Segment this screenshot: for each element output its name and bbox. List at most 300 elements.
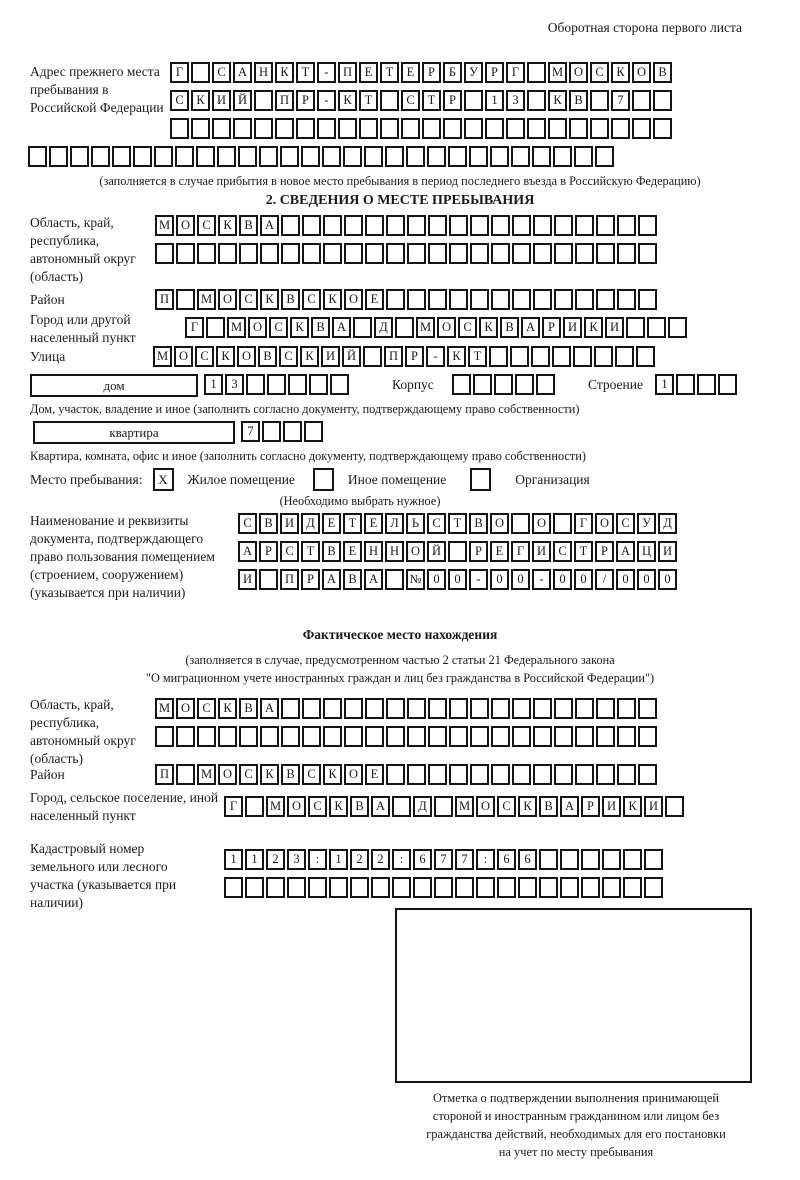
char-cell[interactable] <box>434 877 453 898</box>
char-cell[interactable]: Р <box>469 541 488 562</box>
char-cell[interactable] <box>224 877 243 898</box>
char-cell[interactable] <box>718 374 737 395</box>
char-cell[interactable] <box>350 877 369 898</box>
char-cell[interactable]: К <box>323 764 342 785</box>
char-cell[interactable] <box>554 764 573 785</box>
char-cell[interactable] <box>344 243 363 264</box>
char-cell[interactable]: В <box>569 90 588 111</box>
char-cell[interactable]: Т <box>422 90 441 111</box>
char-cell[interactable] <box>527 118 546 139</box>
char-cell[interactable]: К <box>218 698 237 719</box>
char-cell[interactable] <box>497 877 516 898</box>
char-cell[interactable]: И <box>563 317 582 338</box>
char-cell[interactable] <box>317 118 336 139</box>
char-cell[interactable]: К <box>260 289 279 310</box>
char-cell[interactable] <box>668 317 687 338</box>
char-cell[interactable] <box>510 346 529 367</box>
char-cell[interactable] <box>512 698 531 719</box>
char-cell[interactable] <box>575 726 594 747</box>
char-cell[interactable] <box>422 118 441 139</box>
char-cell[interactable]: С <box>302 764 321 785</box>
char-cell[interactable] <box>596 243 615 264</box>
char-cell[interactable]: 3 <box>225 374 244 395</box>
char-cell[interactable] <box>386 243 405 264</box>
char-cell[interactable] <box>554 289 573 310</box>
char-cell[interactable] <box>512 215 531 236</box>
char-cell[interactable]: 1 <box>204 374 223 395</box>
char-cell[interactable] <box>506 118 525 139</box>
char-cell[interactable] <box>206 317 225 338</box>
char-cell[interactable]: К <box>329 796 348 817</box>
char-cell[interactable]: О <box>287 796 306 817</box>
char-cell[interactable]: С <box>427 513 446 534</box>
char-cell[interactable]: 0 <box>490 569 509 590</box>
char-cell[interactable] <box>281 726 300 747</box>
char-cell[interactable]: А <box>560 796 579 817</box>
char-cell[interactable] <box>617 215 636 236</box>
char-cell[interactable] <box>329 877 348 898</box>
char-cell[interactable]: 1 <box>329 849 348 870</box>
char-cell[interactable] <box>491 764 510 785</box>
char-cell[interactable]: С <box>280 541 299 562</box>
char-cell[interactable]: Р <box>405 346 424 367</box>
char-cell[interactable]: 0 <box>616 569 635 590</box>
char-cell[interactable] <box>590 118 609 139</box>
char-cell[interactable] <box>518 877 537 898</box>
char-cell[interactable] <box>308 877 327 898</box>
char-cell[interactable]: В <box>343 569 362 590</box>
char-cell[interactable] <box>275 118 294 139</box>
char-cell[interactable]: 0 <box>658 569 677 590</box>
char-cell[interactable] <box>365 243 384 264</box>
char-cell[interactable] <box>485 118 504 139</box>
char-cell[interactable] <box>267 374 286 395</box>
char-cell[interactable]: С <box>302 289 321 310</box>
char-cell[interactable]: С <box>212 62 231 83</box>
char-cell[interactable] <box>304 421 323 442</box>
char-cell[interactable] <box>155 726 174 747</box>
char-cell[interactable] <box>533 764 552 785</box>
char-cell[interactable] <box>491 698 510 719</box>
char-cell[interactable]: 2 <box>371 849 390 870</box>
char-cell[interactable] <box>260 243 279 264</box>
char-cell[interactable] <box>287 877 306 898</box>
char-cell[interactable] <box>197 243 216 264</box>
char-cell[interactable]: К <box>611 62 630 83</box>
char-cell[interactable] <box>531 346 550 367</box>
char-cell[interactable]: Т <box>301 541 320 562</box>
char-cell[interactable]: Г <box>170 62 189 83</box>
char-cell[interactable] <box>626 317 645 338</box>
char-cell[interactable] <box>553 146 572 167</box>
char-cell[interactable] <box>371 877 390 898</box>
char-cell[interactable]: 6 <box>497 849 516 870</box>
char-cell[interactable]: В <box>350 796 369 817</box>
char-cell[interactable] <box>407 726 426 747</box>
char-cell[interactable]: 1 <box>655 374 674 395</box>
char-cell[interactable] <box>464 90 483 111</box>
char-cell[interactable]: Т <box>468 346 487 367</box>
char-cell[interactable]: Г <box>224 796 243 817</box>
char-cell[interactable]: Д <box>374 317 393 338</box>
char-cell[interactable] <box>653 118 672 139</box>
char-cell[interactable]: С <box>616 513 635 534</box>
char-cell[interactable]: А <box>260 215 279 236</box>
char-cell[interactable] <box>638 215 657 236</box>
char-cell[interactable]: О <box>437 317 456 338</box>
char-cell[interactable]: О <box>237 346 256 367</box>
char-cell[interactable] <box>596 289 615 310</box>
char-cell[interactable] <box>254 90 273 111</box>
char-cell[interactable]: П <box>384 346 403 367</box>
char-cell[interactable] <box>527 62 546 83</box>
char-cell[interactable] <box>427 146 446 167</box>
char-cell[interactable] <box>448 541 467 562</box>
char-cell[interactable] <box>259 569 278 590</box>
char-cell[interactable] <box>536 374 555 395</box>
char-cell[interactable]: Й <box>342 346 361 367</box>
char-cell[interactable]: М <box>416 317 435 338</box>
char-cell[interactable]: В <box>311 317 330 338</box>
char-cell[interactable]: Р <box>581 796 600 817</box>
char-cell[interactable] <box>359 118 378 139</box>
char-cell[interactable] <box>491 243 510 264</box>
char-cell[interactable]: К <box>275 62 294 83</box>
char-cell[interactable]: Р <box>443 90 462 111</box>
char-cell[interactable]: И <box>321 346 340 367</box>
char-cell[interactable] <box>569 118 588 139</box>
char-cell[interactable]: П <box>155 289 174 310</box>
char-cell[interactable]: С <box>197 215 216 236</box>
char-cell[interactable] <box>443 118 462 139</box>
char-cell[interactable]: С <box>497 796 516 817</box>
char-cell[interactable] <box>533 289 552 310</box>
char-cell[interactable] <box>552 346 571 367</box>
char-cell[interactable]: Е <box>359 62 378 83</box>
char-cell[interactable] <box>575 243 594 264</box>
char-cell[interactable]: С <box>590 62 609 83</box>
char-cell[interactable]: Т <box>296 62 315 83</box>
char-cell[interactable] <box>644 849 663 870</box>
char-cell[interactable]: В <box>469 513 488 534</box>
char-cell[interactable]: В <box>500 317 519 338</box>
char-cell[interactable] <box>512 726 531 747</box>
char-cell[interactable] <box>596 698 615 719</box>
char-cell[interactable]: Е <box>490 541 509 562</box>
char-cell[interactable] <box>217 146 236 167</box>
char-cell[interactable]: 3 <box>506 90 525 111</box>
char-cell[interactable] <box>280 146 299 167</box>
char-cell[interactable] <box>554 243 573 264</box>
char-cell[interactable] <box>511 146 530 167</box>
char-cell[interactable]: 7 <box>434 849 453 870</box>
char-cell[interactable] <box>309 374 328 395</box>
char-cell[interactable] <box>623 849 642 870</box>
char-cell[interactable] <box>407 215 426 236</box>
char-cell[interactable] <box>353 317 372 338</box>
char-cell[interactable] <box>386 698 405 719</box>
char-cell[interactable]: Д <box>413 796 432 817</box>
char-cell[interactable] <box>554 726 573 747</box>
char-cell[interactable]: К <box>584 317 603 338</box>
char-cell[interactable]: О <box>344 764 363 785</box>
char-cell[interactable] <box>428 698 447 719</box>
char-cell[interactable]: М <box>155 215 174 236</box>
char-cell[interactable]: П <box>280 569 299 590</box>
char-cell[interactable] <box>218 243 237 264</box>
char-cell[interactable]: 0 <box>511 569 530 590</box>
char-cell[interactable]: Й <box>233 90 252 111</box>
char-cell[interactable] <box>532 146 551 167</box>
char-cell[interactable] <box>623 877 642 898</box>
char-cell[interactable] <box>574 146 593 167</box>
char-cell[interactable]: С <box>279 346 298 367</box>
char-cell[interactable] <box>175 146 194 167</box>
char-cell[interactable]: В <box>258 346 277 367</box>
char-cell[interactable] <box>539 877 558 898</box>
char-cell[interactable]: С <box>239 764 258 785</box>
char-cell[interactable] <box>155 243 174 264</box>
char-cell[interactable] <box>470 726 489 747</box>
char-cell[interactable]: 2 <box>266 849 285 870</box>
char-cell[interactable] <box>615 346 634 367</box>
char-cell[interactable] <box>595 146 614 167</box>
char-cell[interactable] <box>638 243 657 264</box>
char-cell[interactable]: 0 <box>574 569 593 590</box>
char-cell[interactable] <box>494 374 513 395</box>
char-cell[interactable] <box>515 374 534 395</box>
char-cell[interactable] <box>575 698 594 719</box>
char-cell[interactable] <box>302 726 321 747</box>
char-cell[interactable] <box>301 146 320 167</box>
char-cell[interactable] <box>386 726 405 747</box>
char-cell[interactable]: - <box>317 90 336 111</box>
char-cell[interactable] <box>533 726 552 747</box>
char-cell[interactable] <box>428 726 447 747</box>
char-cell[interactable] <box>511 513 530 534</box>
char-cell[interactable] <box>602 877 621 898</box>
char-cell[interactable]: С <box>308 796 327 817</box>
char-cell[interactable] <box>491 726 510 747</box>
char-cell[interactable] <box>395 317 414 338</box>
char-cell[interactable]: В <box>281 764 300 785</box>
checkbox-zhiloe[interactable]: X <box>153 468 174 491</box>
char-cell[interactable]: Т <box>380 62 399 83</box>
char-cell[interactable]: : <box>476 849 495 870</box>
char-cell[interactable]: О <box>218 764 237 785</box>
char-cell[interactable]: С <box>238 513 257 534</box>
char-cell[interactable]: У <box>464 62 483 83</box>
char-cell[interactable]: К <box>479 317 498 338</box>
char-cell[interactable]: - <box>469 569 488 590</box>
char-cell[interactable] <box>386 215 405 236</box>
char-cell[interactable]: К <box>191 90 210 111</box>
char-cell[interactable] <box>386 764 405 785</box>
char-cell[interactable]: И <box>644 796 663 817</box>
char-cell[interactable]: С <box>269 317 288 338</box>
char-cell[interactable] <box>449 698 468 719</box>
char-cell[interactable] <box>407 243 426 264</box>
char-cell[interactable]: К <box>518 796 537 817</box>
char-cell[interactable] <box>491 215 510 236</box>
char-cell[interactable]: : <box>308 849 327 870</box>
char-cell[interactable]: О <box>476 796 495 817</box>
char-cell[interactable]: № <box>406 569 425 590</box>
char-cell[interactable]: В <box>322 541 341 562</box>
char-cell[interactable]: О <box>569 62 588 83</box>
char-cell[interactable]: / <box>595 569 614 590</box>
char-cell[interactable] <box>490 146 509 167</box>
char-cell[interactable]: 0 <box>448 569 467 590</box>
char-cell[interactable]: П <box>338 62 357 83</box>
char-cell[interactable] <box>380 90 399 111</box>
char-cell[interactable]: Ь <box>406 513 425 534</box>
char-cell[interactable] <box>512 289 531 310</box>
char-cell[interactable] <box>647 317 666 338</box>
char-cell[interactable]: О <box>218 289 237 310</box>
char-cell[interactable]: Р <box>296 90 315 111</box>
char-cell[interactable] <box>176 243 195 264</box>
checkbox-inoe[interactable] <box>313 468 334 491</box>
char-cell[interactable] <box>573 346 592 367</box>
char-cell[interactable]: Й <box>427 541 446 562</box>
char-cell[interactable] <box>428 215 447 236</box>
char-cell[interactable] <box>581 849 600 870</box>
char-cell[interactable]: И <box>658 541 677 562</box>
char-cell[interactable] <box>385 146 404 167</box>
char-cell[interactable] <box>617 243 636 264</box>
char-cell[interactable] <box>302 215 321 236</box>
char-cell[interactable] <box>617 764 636 785</box>
char-cell[interactable] <box>533 698 552 719</box>
char-cell[interactable] <box>581 877 600 898</box>
char-cell[interactable] <box>323 243 342 264</box>
char-cell[interactable] <box>512 764 531 785</box>
char-cell[interactable]: М <box>197 764 216 785</box>
char-cell[interactable] <box>330 374 349 395</box>
char-cell[interactable]: Н <box>385 541 404 562</box>
char-cell[interactable]: Б <box>443 62 462 83</box>
char-cell[interactable]: Д <box>658 513 677 534</box>
char-cell[interactable]: К <box>338 90 357 111</box>
char-cell[interactable]: Г <box>506 62 525 83</box>
char-cell[interactable] <box>176 764 195 785</box>
char-cell[interactable]: 0 <box>637 569 656 590</box>
char-cell[interactable] <box>554 215 573 236</box>
char-cell[interactable]: М <box>548 62 567 83</box>
char-cell[interactable]: О <box>595 513 614 534</box>
char-cell[interactable] <box>302 698 321 719</box>
char-cell[interactable] <box>489 346 508 367</box>
char-cell[interactable]: 1 <box>245 849 264 870</box>
char-cell[interactable]: Т <box>359 90 378 111</box>
char-cell[interactable]: В <box>239 215 258 236</box>
char-cell[interactable] <box>653 90 672 111</box>
char-cell[interactable] <box>170 118 189 139</box>
char-cell[interactable] <box>133 146 152 167</box>
char-cell[interactable]: К <box>216 346 235 367</box>
char-cell[interactable] <box>112 146 131 167</box>
char-cell[interactable]: Р <box>422 62 441 83</box>
char-cell[interactable] <box>246 374 265 395</box>
char-cell[interactable]: М <box>455 796 474 817</box>
char-cell[interactable]: О <box>176 698 195 719</box>
char-cell[interactable]: Р <box>485 62 504 83</box>
char-cell[interactable] <box>575 764 594 785</box>
char-cell[interactable] <box>527 90 546 111</box>
char-cell[interactable]: И <box>212 90 231 111</box>
char-cell[interactable]: 7 <box>455 849 474 870</box>
char-cell[interactable] <box>365 215 384 236</box>
char-cell[interactable] <box>548 118 567 139</box>
char-cell[interactable]: О <box>532 513 551 534</box>
char-cell[interactable] <box>392 796 411 817</box>
char-cell[interactable] <box>196 146 215 167</box>
char-cell[interactable] <box>428 243 447 264</box>
char-cell[interactable]: 1 <box>485 90 504 111</box>
char-cell[interactable] <box>365 698 384 719</box>
char-cell[interactable] <box>452 374 471 395</box>
char-cell[interactable] <box>602 849 621 870</box>
char-cell[interactable] <box>281 698 300 719</box>
char-cell[interactable] <box>266 877 285 898</box>
char-cell[interactable] <box>469 146 488 167</box>
char-cell[interactable]: 7 <box>611 90 630 111</box>
char-cell[interactable]: М <box>227 317 246 338</box>
char-cell[interactable]: В <box>653 62 672 83</box>
char-cell[interactable] <box>638 726 657 747</box>
char-cell[interactable] <box>197 726 216 747</box>
char-cell[interactable]: В <box>259 513 278 534</box>
char-cell[interactable] <box>596 215 615 236</box>
char-cell[interactable]: И <box>605 317 624 338</box>
char-cell[interactable]: Р <box>542 317 561 338</box>
char-cell[interactable] <box>191 62 210 83</box>
char-cell[interactable]: Д <box>301 513 320 534</box>
char-cell[interactable] <box>464 118 483 139</box>
char-cell[interactable] <box>617 289 636 310</box>
char-cell[interactable] <box>338 118 357 139</box>
char-cell[interactable] <box>638 698 657 719</box>
char-cell[interactable]: Г <box>574 513 593 534</box>
char-cell[interactable] <box>296 118 315 139</box>
char-cell[interactable] <box>254 118 273 139</box>
char-cell[interactable] <box>191 118 210 139</box>
char-cell[interactable]: В <box>239 698 258 719</box>
char-cell[interactable] <box>401 118 420 139</box>
char-cell[interactable]: Е <box>401 62 420 83</box>
char-cell[interactable] <box>428 764 447 785</box>
char-cell[interactable]: Р <box>301 569 320 590</box>
char-cell[interactable]: А <box>260 698 279 719</box>
char-cell[interactable]: 6 <box>518 849 537 870</box>
char-cell[interactable]: К <box>323 289 342 310</box>
char-cell[interactable] <box>428 289 447 310</box>
char-cell[interactable]: С <box>170 90 189 111</box>
char-cell[interactable]: В <box>281 289 300 310</box>
char-cell[interactable] <box>386 289 405 310</box>
char-cell[interactable] <box>406 146 425 167</box>
char-cell[interactable] <box>176 289 195 310</box>
char-cell[interactable] <box>363 346 382 367</box>
char-cell[interactable]: М <box>153 346 172 367</box>
char-cell[interactable]: С <box>401 90 420 111</box>
char-cell[interactable]: Е <box>364 513 383 534</box>
char-cell[interactable] <box>344 726 363 747</box>
char-cell[interactable]: Е <box>343 541 362 562</box>
char-cell[interactable] <box>636 346 655 367</box>
char-cell[interactable] <box>449 726 468 747</box>
